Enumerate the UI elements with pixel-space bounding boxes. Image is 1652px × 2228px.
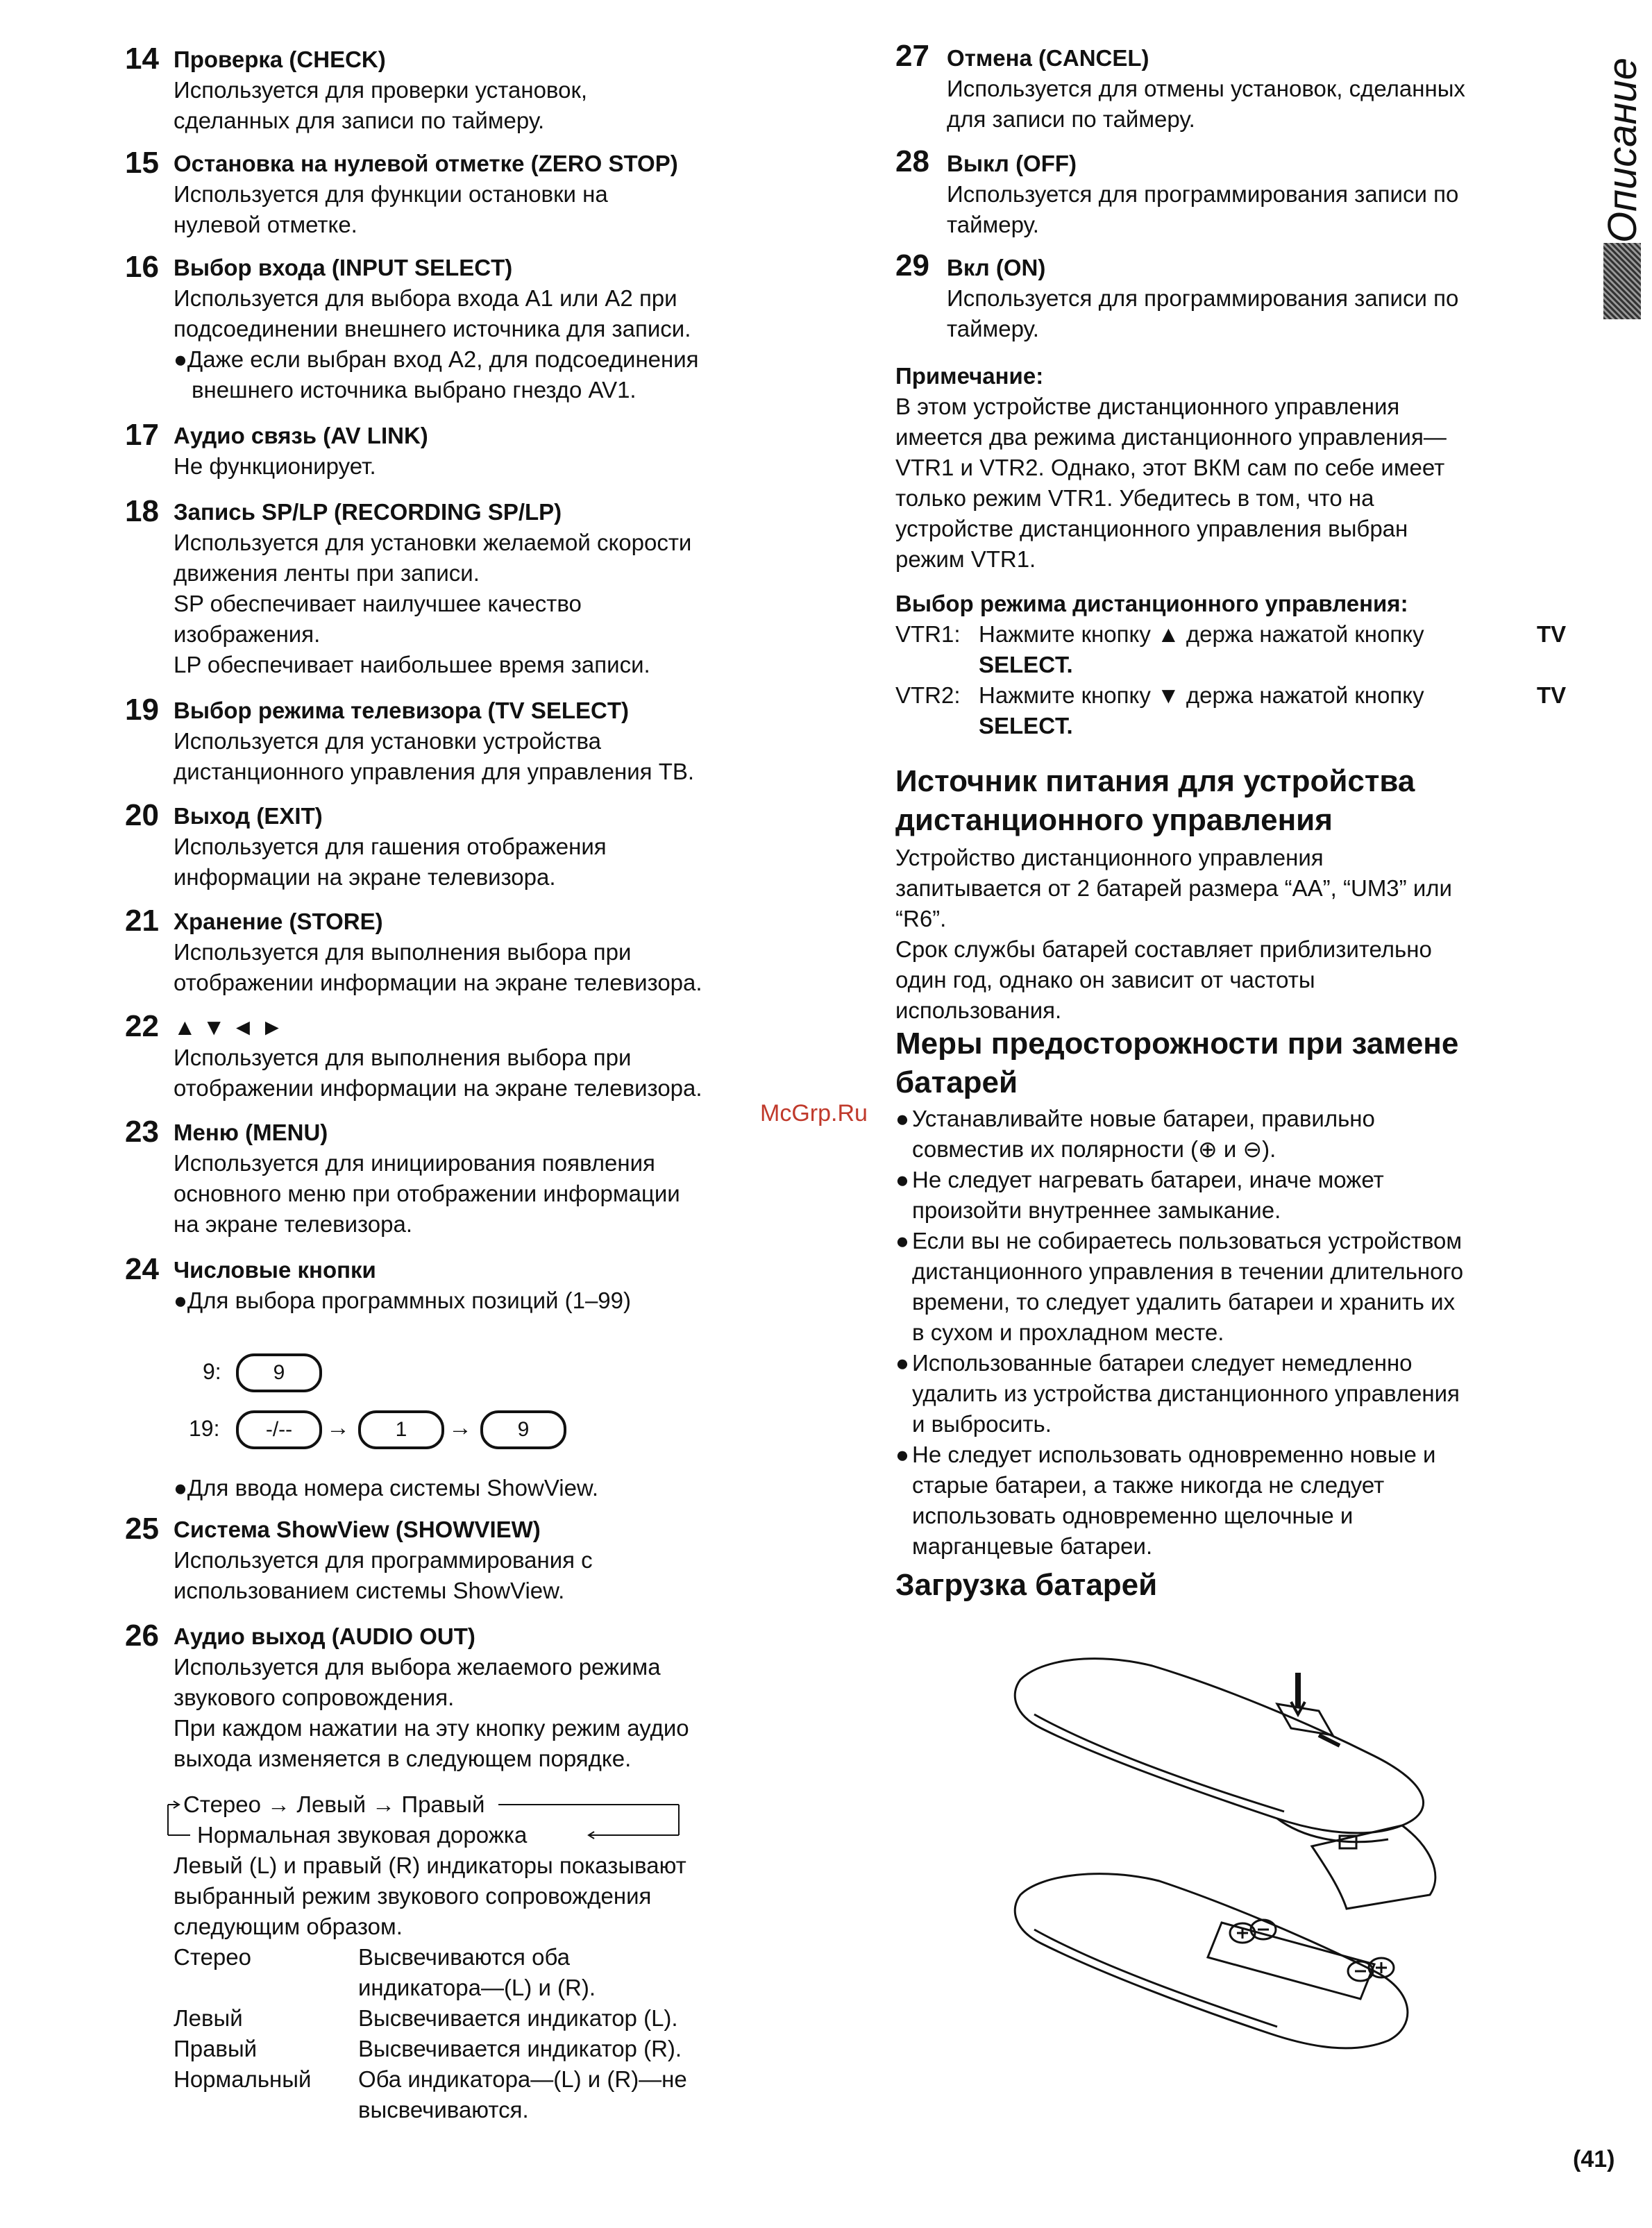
item-number: 29 bbox=[895, 248, 929, 282]
item-text: LP обеспечивает наибольшее время записи. bbox=[174, 652, 650, 677]
item-text: движения ленты при записи. bbox=[174, 560, 480, 586]
bullet-line: старые батареи, а также никогда не следует bbox=[912, 1472, 1385, 1498]
item-number: 17 bbox=[125, 418, 159, 452]
item-title: Запись SP/LP (RECORDING SP/LP) bbox=[174, 499, 562, 525]
item-text: отображении информации на экране телевизора. bbox=[174, 1075, 702, 1101]
list-item bbox=[895, 1226, 1562, 1348]
key-row-label: 19: bbox=[189, 1416, 220, 1441]
bullet-line: произойти внутреннее замыкание. bbox=[912, 1197, 1281, 1223]
item-text: звукового сопровождения. bbox=[174, 1685, 455, 1710]
item-text: При каждом нажатии на эту кнопку режим аудио bbox=[174, 1715, 689, 1741]
indicator-intro-line: следующим образом. bbox=[174, 1914, 403, 1939]
item-text: ●Для выбора программных позиций (1–99) bbox=[174, 1288, 632, 1313]
item-title: Проверка (CHECK) bbox=[174, 47, 386, 72]
bullet-icon: ● bbox=[895, 1106, 909, 1131]
bullet-icon: ● bbox=[895, 1228, 909, 1254]
item-title: ▲ ▼ ◄ ► bbox=[174, 1014, 284, 1040]
item-text: SP обеспечивает наилучшее качество bbox=[174, 591, 582, 616]
item-number: 22 bbox=[125, 1009, 159, 1043]
item-text: отображении информации на экране телевизора. bbox=[174, 970, 702, 995]
vtr2-text: Нажмите кнопку ▼ держа нажатой кнопку bbox=[979, 682, 1424, 708]
precautions-heading bbox=[895, 1024, 1458, 1102]
power-line: Устройство дистанционного управления bbox=[895, 845, 1324, 870]
note-line: устройстве дистанционного управления выбран bbox=[895, 516, 1408, 541]
item-text: Используется для гашения отображения bbox=[174, 834, 607, 859]
item-text: Используется для выбора входа A1 или A2 при bbox=[174, 285, 677, 311]
bullet-icon: ● bbox=[895, 1167, 909, 1192]
power-line: запитывается от 2 батарей размера “AA”, “UM3” или bbox=[895, 875, 1452, 901]
bullet-line: совместив их полярности (⊕ и ⊖). bbox=[912, 1136, 1276, 1162]
item-text: дистанционного управления для управления ТВ. bbox=[174, 759, 695, 784]
item-text: информации на экране телевизора. bbox=[174, 864, 556, 890]
item-text: Используется для проверки установок, bbox=[174, 77, 588, 103]
key-9-button: 9 bbox=[236, 1353, 322, 1392]
section-side-label: Описание bbox=[1600, 58, 1645, 243]
item-text: ●Даже если выбран вход A2, для подсоединения bbox=[174, 346, 699, 372]
table-row bbox=[174, 2034, 743, 2064]
item-title: Система ShowView (SHOWVIEW) bbox=[174, 1517, 541, 1542]
list-item bbox=[895, 1165, 1562, 1226]
watermark: McGrp.Ru bbox=[760, 1100, 868, 1126]
item-title: Вкл (ON) bbox=[947, 255, 1046, 280]
power-heading-line: Источник питания для устройства bbox=[895, 764, 1415, 798]
item-text: Используется для функции остановки на bbox=[174, 181, 608, 207]
item-text: Используется для отмены установок, сделанных bbox=[947, 76, 1465, 101]
vtr2-key-2: SELECT. bbox=[979, 713, 1073, 739]
item-text: нулевой отметке. bbox=[174, 212, 357, 237]
item-text: внешнего источника выбрано гнездо AV1. bbox=[192, 377, 637, 403]
bullet-line: использовать одновременно щелочные и bbox=[912, 1503, 1354, 1528]
note-section bbox=[895, 361, 1562, 575]
indicator-intro bbox=[174, 1850, 854, 1942]
item-text: Используется для инициирования появления bbox=[174, 1150, 655, 1176]
key-9-button: 9 bbox=[480, 1410, 566, 1449]
power-heading bbox=[895, 762, 1415, 840]
indicator-mode: Стерео bbox=[174, 1944, 251, 1970]
item-title: Аудио выход (AUDIO OUT) bbox=[174, 1623, 475, 1649]
vtr2-row bbox=[895, 680, 1567, 741]
vtr1-label: VTR1: bbox=[895, 621, 961, 647]
note-line: VTR1 и VTR2. Однако, этот ВКМ сам по себе имеет bbox=[895, 455, 1445, 480]
item-text: для записи по таймеру. bbox=[947, 106, 1195, 132]
power-line: использования. bbox=[895, 997, 1062, 1023]
vtr1-row bbox=[895, 619, 1567, 680]
indicator-desc-line: Высвечивается индикатор (R). bbox=[358, 2036, 682, 2061]
item-number: 20 bbox=[125, 798, 159, 832]
bullet-line: Не следует нагревать батареи, иначе может bbox=[912, 1167, 1384, 1192]
list-item bbox=[895, 1348, 1562, 1440]
arrow-right-icon: → bbox=[326, 1415, 350, 1441]
indicator-table bbox=[174, 1942, 743, 2125]
item-text: таймеру. bbox=[947, 212, 1039, 237]
indicator-desc-line: Высвечиваются оба bbox=[358, 1944, 570, 1970]
item-text: подсоединении внешнего источника для записи. bbox=[174, 316, 691, 341]
power-text bbox=[895, 843, 1562, 1026]
list-item bbox=[895, 1104, 1562, 1165]
bullet-line: дистанционного управления в течении длительного bbox=[912, 1258, 1464, 1284]
item-title: Выход (EXIT) bbox=[174, 803, 323, 829]
item-text: Используется для установки желаемой скорости bbox=[174, 530, 692, 555]
key-dash-button: -/-- bbox=[236, 1410, 322, 1449]
audio-cycle-line1: Стерео → Левый → Правый bbox=[183, 1791, 485, 1817]
item-title: Аудио связь (AV LINK) bbox=[174, 423, 428, 448]
section-side-tab bbox=[1598, 28, 1648, 319]
item-number: 16 bbox=[125, 250, 159, 284]
indicator-desc-line: индикатора—(L) и (R). bbox=[358, 1975, 596, 2000]
vtr2-label: VTR2: bbox=[895, 682, 961, 708]
item-title: Меню (MENU) bbox=[174, 1120, 328, 1145]
item-text: Используется для выбора желаемого режима bbox=[174, 1654, 661, 1680]
table-row bbox=[174, 2003, 743, 2034]
item-text: Используется для выполнения выбора при bbox=[174, 1045, 632, 1070]
vtr1-text: Нажмите кнопку ▲ держа нажатой кнопку bbox=[979, 621, 1424, 647]
audio-cycle-line2: Нормальная звуковая дорожка bbox=[197, 1822, 528, 1848]
item-title: Хранение (STORE) bbox=[174, 909, 383, 934]
precautions-list bbox=[895, 1104, 1562, 1562]
item-text: Используется для установки устройства bbox=[174, 728, 602, 754]
item-number: 21 bbox=[125, 904, 159, 938]
item-title: Остановка на нулевой отметке (ZERO STOP) bbox=[174, 151, 678, 176]
note-line: режим VTR1. bbox=[895, 546, 1036, 572]
indicator-desc-line: Оба индикатора—(L) и (R)—не bbox=[358, 2066, 687, 2092]
bullet-line: марганцевые батареи. bbox=[912, 1533, 1153, 1559]
bullet-icon: ● bbox=[895, 1350, 909, 1376]
item-text: сделанных для записи по таймеру. bbox=[174, 108, 545, 133]
item-number: 23 bbox=[125, 1115, 159, 1149]
indicator-mode: Левый bbox=[174, 2005, 243, 2031]
indicator-mode: Нормальный bbox=[174, 2066, 312, 2092]
item-number: 14 bbox=[125, 42, 159, 76]
page-number: (41) bbox=[1573, 2146, 1615, 2172]
item-title: Числовые кнопки bbox=[174, 1257, 376, 1283]
item-number: 15 bbox=[125, 146, 159, 180]
item-text: на экране телевизора. bbox=[174, 1211, 413, 1237]
item-text: использованием системы ShowView. bbox=[174, 1578, 565, 1603]
note-line: только режим VTR1. Убедитесь в том, что на bbox=[895, 485, 1374, 511]
bullet-line: Использованные батареи следует немедленно bbox=[912, 1350, 1413, 1376]
arrow-right-icon: → bbox=[448, 1415, 472, 1441]
item-text: выхода изменяется в следующем порядке. bbox=[174, 1746, 632, 1771]
item-text: основного меню при отображении информации bbox=[174, 1181, 680, 1206]
power-heading-line: дистанционного управления bbox=[895, 803, 1333, 837]
item-number: 26 bbox=[125, 1619, 159, 1653]
item-title: Выбор входа (INPUT SELECT) bbox=[174, 255, 513, 280]
remote-mode-heading: Выбор режима дистанционного управления: bbox=[895, 591, 1408, 616]
vtr2-key: TV bbox=[1537, 682, 1567, 708]
item-text: изображения. bbox=[174, 621, 321, 647]
power-line: “R6”. bbox=[895, 906, 947, 931]
power-line: один год, однако он зависит от частоты bbox=[895, 967, 1315, 993]
item-number: 18 bbox=[125, 494, 159, 528]
item-text: Используется для выполнения выбора при bbox=[174, 939, 632, 965]
indicator-desc bbox=[358, 2003, 743, 2034]
key-row-label: 9: bbox=[203, 1359, 221, 1384]
bullet-line: и выбросить. bbox=[912, 1411, 1052, 1437]
indicator-intro-line: Левый (L) и правый (R) индикаторы показывают bbox=[174, 1853, 686, 1878]
table-row bbox=[174, 1942, 743, 2003]
item-text: Используется для программирования записи по bbox=[947, 285, 1459, 311]
item-number: 27 bbox=[895, 39, 929, 73]
list-item bbox=[895, 1440, 1562, 1562]
item-number: 25 bbox=[125, 1512, 159, 1546]
bullet-line: в сухом и прохладном месте. bbox=[912, 1319, 1224, 1345]
item-number: 19 bbox=[125, 693, 159, 727]
key-1-button: 1 bbox=[358, 1410, 444, 1449]
item-title: Выбор режима телевизора (TV SELECT) bbox=[174, 698, 630, 723]
note-heading: Примечание: bbox=[895, 363, 1044, 389]
precautions-heading-line: батарей bbox=[895, 1065, 1018, 1099]
item-text: Используется для программирования записи по bbox=[947, 181, 1459, 207]
battery-loading-illustration bbox=[1013, 1638, 1513, 2110]
item-text: Используется для программирования с bbox=[174, 1547, 593, 1573]
indicator-desc bbox=[358, 2064, 743, 2125]
vtr1-key-2: SELECT. bbox=[979, 652, 1073, 677]
bullet-line: Не следует использовать одновременно новые и bbox=[912, 1442, 1436, 1467]
remote-mode-section bbox=[895, 589, 1567, 741]
loading-heading: Загрузка батарей bbox=[895, 1568, 1158, 1602]
item-number: 24 bbox=[125, 1252, 159, 1286]
bullet-line: Устанавливайте новые батареи, правильно bbox=[912, 1106, 1375, 1131]
indicator-intro-line: выбранный режим звукового сопровождения bbox=[174, 1883, 652, 1909]
precautions-heading-line: Меры предосторожности при замене bbox=[895, 1027, 1459, 1061]
item-title: Отмена (CANCEL) bbox=[947, 45, 1149, 71]
bullet-line: времени, то следует удалить батареи и хранить их bbox=[912, 1289, 1456, 1315]
bullet-line: Если вы не собираетесь пользоваться устройством bbox=[912, 1228, 1463, 1254]
indicator-mode: Правый bbox=[174, 2036, 258, 2061]
item-number: 28 bbox=[895, 144, 929, 178]
bullet-line: удалить из устройства дистанционного управления bbox=[912, 1381, 1460, 1406]
showview-note: ●Для ввода номера системы ShowView. bbox=[174, 1475, 599, 1501]
item-title: Выкл (OFF) bbox=[947, 151, 1077, 176]
table-row bbox=[174, 2064, 743, 2125]
indicator-desc bbox=[358, 1942, 743, 2003]
indicator-desc-line: высвечиваются. bbox=[358, 2097, 529, 2122]
side-tab-marker bbox=[1603, 243, 1641, 319]
item-text: Не функционирует. bbox=[174, 453, 376, 479]
bullet-icon: ● bbox=[895, 1442, 909, 1467]
item-text: таймеру. bbox=[947, 316, 1039, 341]
note-line: имеется два режима дистанционного управления— bbox=[895, 424, 1447, 450]
vtr1-key: TV bbox=[1537, 621, 1567, 647]
indicator-desc-line: Высвечивается индикатор (L). bbox=[358, 2005, 678, 2031]
indicator-desc bbox=[358, 2034, 743, 2064]
power-line: Срок службы батарей составляет приблизительно bbox=[895, 936, 1432, 962]
note-line: В этом устройстве дистанционного управления bbox=[895, 394, 1400, 419]
